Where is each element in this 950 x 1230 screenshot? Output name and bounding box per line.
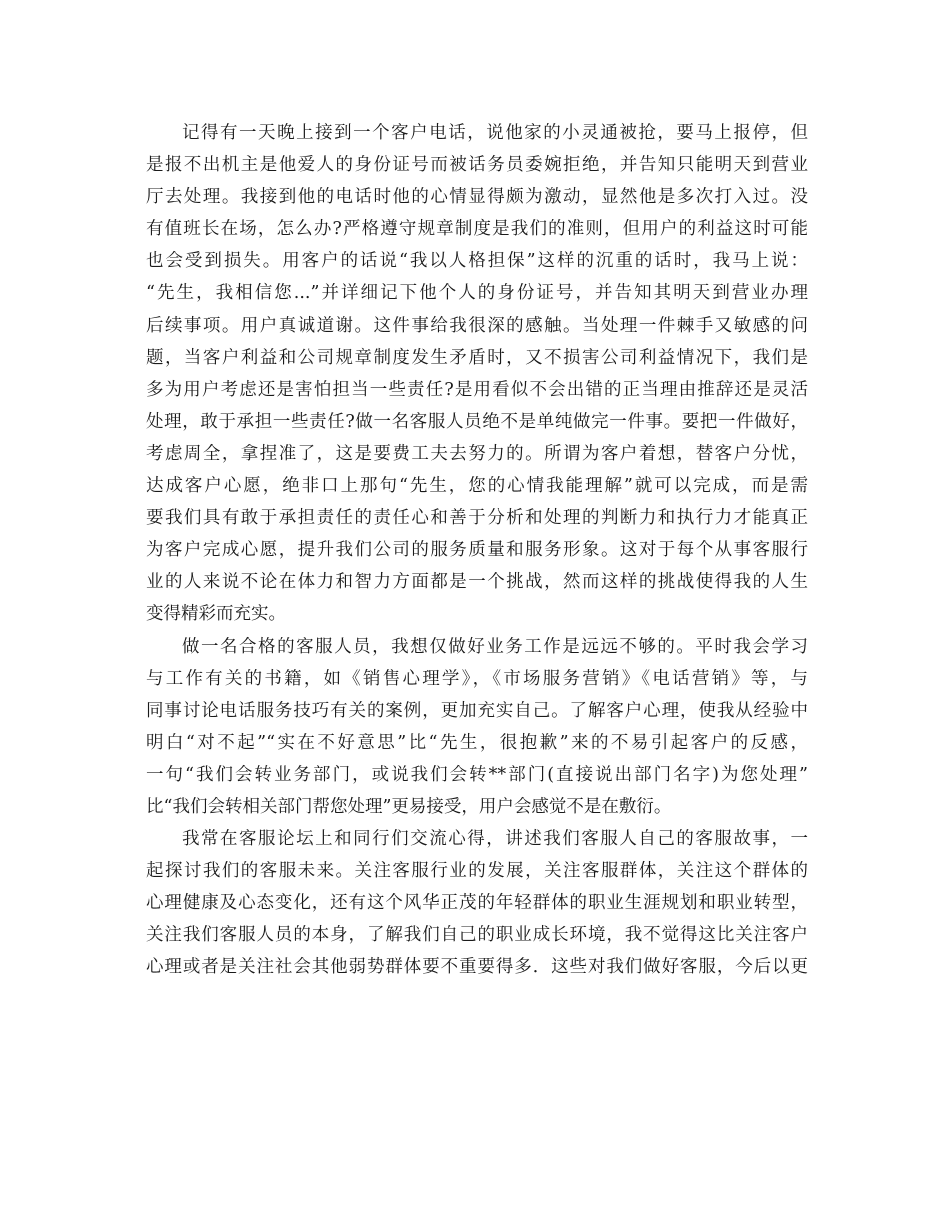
text-line: 为客户完成心愿，提升我们公司的服务质量和服务形象。这对于每个从事客服行 [146,540,808,561]
text-line: 后续事项。用户真诚道谢。这件事给我很深的感触。当处理一件棘手又敏感的问 [146,315,808,336]
text-line: 也会受到损失。用客户的话说“我以人格担保”这样的沉重的话时，我马上说： [146,251,808,272]
body-text [146,117,808,984]
text-line: 我常在客服论坛上和同行们交流心得，讲述我们客服人自己的客服故事，一 [182,829,808,850]
text-line: 记得有一天晚上接到一个客户电话，说他家的小灵通被抢，要马上报停，但 [182,123,808,143]
text-line: 有值班长在场，怎么办?严格遵守规章制度是我们的准则，但用户的利益这时可能 [146,219,808,240]
text-line: 与工作有关的书籍，如《销售心理学》，《市场服务营销》《电话营销》等，与 [146,668,808,689]
text-line: 处理，敢于承担一些责任?做一名客服人员绝不是单纯做完一件事。要把一件做好， [146,411,808,432]
text-line: 多为用户考虑还是害怕担当一些责任?是用看似不会出错的正当理由推辞还是灵活 [146,379,808,400]
text-line: “先生，我相信您...”并详细记下他个人的身份证号，并告知其明天到营业办理 [146,283,808,304]
text-line: 厅去处理。我接到他的电话时他的心情显得颇为激动，显然他是多次打入过。没 [146,187,808,208]
text-line: 一句“我们会转业务部门，或说我们会转**部门(直接说出部门名字)为您处理” [146,764,808,785]
text-line: 起探讨我们的客服未来。关注客服行业的发展，关注客服群体，关注这个群体的 [146,861,808,882]
text-line: 明白“对不起”“实在不好意思”比“先生，很抱歉”来的不易引起客户的反感， [146,732,808,753]
text-line: 题，当客户利益和公司规章制度发生矛盾时，又不损害公司利益情况下，我们是 [146,347,808,368]
text-line: 业的人来说不论在体力和智力方面都是一个挑战，然而这样的挑战使得我的人生 [146,572,808,593]
text-line: 同事讨论电话服务技巧有关的案例，更加充实自己。了解客户心理，使我从经验中 [146,700,808,721]
text-line: 要我们具有敢于承担责任的责任心和善于分析和处理的判断力和执行力才能真正 [146,508,808,529]
text-line: 比“我们会转相关部门帮您处理”更易接受，用户会感觉不是在敷衍。 [146,796,672,817]
text-line: 做一名合格的客服人员，我想仅做好业务工作是远远不够的。平时我会学习 [182,636,808,657]
text-line: 关注我们客服人员的本身，了解我们自己的职业成长环境，我不觉得这比关注客户 [146,925,808,946]
text-line: 变得精彩而充实。 [146,604,286,625]
text-line: 达成客户心愿，绝非口上那句“先生，您的心情我能理解”就可以完成，而是需 [146,476,808,497]
text-line: 心理或者是关注社会其他弱势群体要不重要得多．这些对我们做好客服，今后以更 [146,957,808,978]
text-line: 心理健康及心态变化，还有这个风华正茂的年轻群体的职业生涯规划和职业转型， [146,893,808,914]
text-line: 考虑周全，拿捏准了，这是要费工夫去努力的。所谓为客户着想，替客户分忧， [146,443,808,464]
text-line: 是报不出机主是他爱人的身份证号而被话务员委婉拒绝，并告知只能明天到营业 [146,155,808,176]
